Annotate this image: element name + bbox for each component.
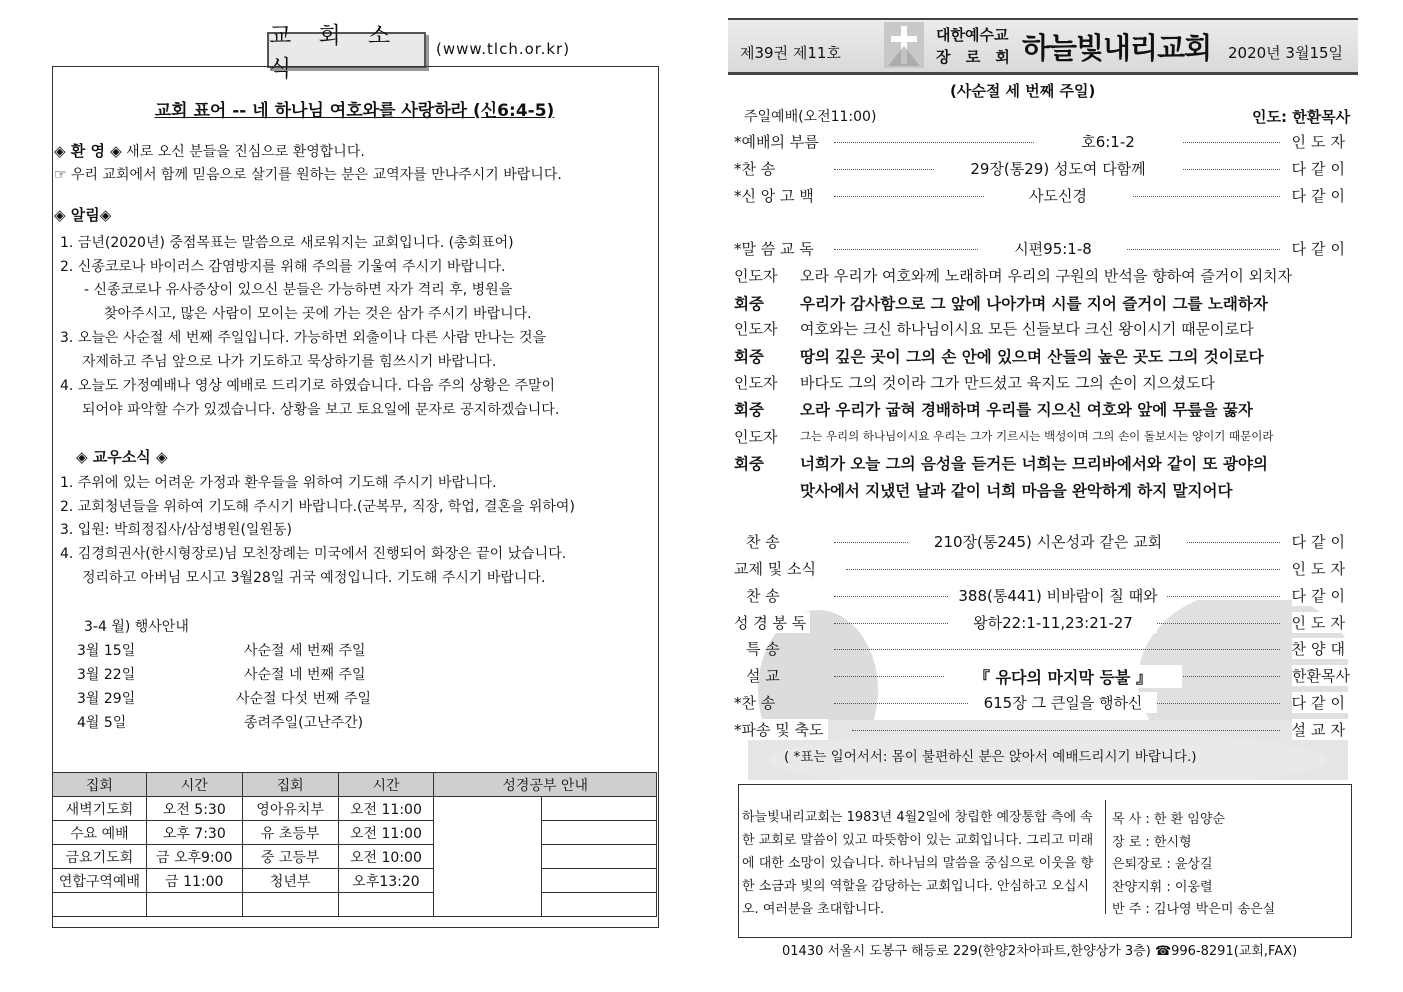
- notice-item: 3. 오늘은 사순절 세 번째 주일입니다. 가능하면 외출이나 다른 사람 만나는 것을: [60, 330, 547, 346]
- order-label: 특 송: [746, 640, 780, 658]
- member-news-item: 2. 교회청년들을 위하여 기도해 주시기 바랍니다.(군복무, 직장, 학업, 결혼을 위하여): [60, 499, 575, 515]
- order-label: 찬 송: [746, 587, 780, 605]
- order-content: 사도신경: [984, 185, 1132, 206]
- church-logo-icon: [884, 22, 924, 68]
- table-cell: 유 초등부: [242, 821, 338, 845]
- reading-text: 여호와는 크신 하나님이시요 모든 신들보다 크신 왕이시기 때문이로다: [800, 320, 1254, 338]
- table-cell: 청년부: [242, 869, 338, 893]
- sermon-title: 『 유다의 마지막 등불 』: [944, 665, 1182, 688]
- reading-text: 오라 우리가 굽혀 경배하며 우리를 지으신 여호와 앞에 무릎을 꿇자: [800, 401, 1253, 419]
- order-label: *신 앙 고 백: [734, 187, 814, 205]
- staff-item: 찬양지휘 : 이웅렬: [1112, 880, 1213, 895]
- notice-item: 찾아주시고, 많은 사람이 모이는 곳에 가는 것은 삼가 주시기 바랍니다.: [104, 306, 532, 322]
- table-cell: [53, 893, 147, 917]
- worship-order-item: [734, 238, 1350, 260]
- bulletin-date: 2020년 3월15일: [1228, 44, 1344, 62]
- service-leader: 인도: 한환목사: [1252, 108, 1351, 126]
- standing-note: ( *표는 일어서서: 몸이 불편하신 분은 앉아서 예배드리시기 바랍니다.): [784, 749, 1197, 765]
- order-label: *찬 송: [734, 694, 776, 712]
- table-row: [53, 869, 657, 893]
- col-header: 시간: [338, 773, 434, 797]
- reading-speaker: 회중: [734, 348, 764, 366]
- order-performer: 인도자: [1291, 133, 1350, 151]
- worship-order-item: [734, 692, 1350, 714]
- worship-order-item: [734, 531, 1350, 553]
- meeting-schedule-table: [52, 772, 657, 917]
- col-header: 성경공부 안내: [434, 773, 657, 797]
- worship-order-item: [734, 638, 1350, 660]
- col-header: 집회: [242, 773, 338, 797]
- order-label: *파송 및 축도: [734, 719, 828, 740]
- church-address: 01430 서울시 도봉구 해등로 229(한양2차아파트,한양상가 3층) ☎996-8291(교회,FAX): [782, 944, 1298, 959]
- reading-text: 너희가 오늘 그의 음성을 듣거든 너희는 므리바에서와 같이 또 광야의: [800, 455, 1268, 473]
- worship-order-item: [734, 612, 1350, 634]
- table-cell: 금 11:00: [146, 869, 242, 893]
- reading-text: 바다도 그의 것이라 그가 만드셨고 육지도 그의 손이 지으셨도다: [800, 374, 1215, 392]
- order-performer: 다같이: [1291, 533, 1350, 551]
- bible-study-cell: [542, 845, 657, 869]
- member-news-item: 정리하고 아버님 모시고 3월28일 귀국 예정입니다. 기도해 주시기 바랍니다.: [82, 570, 546, 586]
- welcome-text: 새로 오신 분들을 진심으로 환영합니다.: [126, 144, 365, 160]
- order-performer: 찬양대: [1291, 640, 1350, 658]
- welcome-heading: ◈ 환 영 ◈: [54, 142, 122, 160]
- table-header-row: [53, 773, 657, 797]
- table-cell: 오전 11:00: [338, 797, 434, 821]
- table-cell: [338, 893, 434, 917]
- reading-text: 맛사에서 지냈던 날과 같이 너희 마음을 완악하게 하지 말지어다: [800, 482, 1233, 500]
- table-cell: 중 고등부: [242, 845, 338, 869]
- reading-speaker: 인도자: [734, 267, 778, 285]
- website-url[interactable]: (www.tlch.or.kr): [436, 40, 571, 58]
- reading-speaker: 회중: [734, 401, 764, 419]
- order-performer: 다같이: [1291, 160, 1350, 178]
- member-news-item: 1. 주위에 있는 어려운 가정과 환우들을 위하여 기도해 주시기 바랍니다.: [60, 475, 497, 491]
- table-cell: [146, 893, 242, 917]
- order-label: *예배의 부름: [734, 133, 819, 151]
- worship-order-item: [734, 185, 1350, 207]
- welcome-line: ☞ 우리 교회에서 함께 믿음으로 살기를 원하는 분은 교역자를 만나주시기 바랍니다.: [54, 167, 562, 183]
- worship-order-item: [734, 585, 1350, 607]
- reading-text: 땅의 깊은 곳이 그의 손 안에 있으며 산들의 높은 곳도 그의 것이로다: [800, 348, 1264, 366]
- order-content: 왕하22:1-11,23:21-27: [949, 612, 1157, 633]
- table-cell: 새벽기도회: [53, 797, 147, 821]
- staff-item: 장 로 : 한시형: [1112, 835, 1192, 850]
- table-cell: 오전 10:00: [338, 845, 434, 869]
- reading-speaker: 인도자: [734, 428, 778, 446]
- event-date: 4월 5일: [77, 715, 127, 731]
- divider: [1105, 800, 1106, 914]
- table-cell: [242, 893, 338, 917]
- order-performer: 다같이: [1291, 694, 1350, 712]
- order-content: 388(통441) 비바람이 칠 때와: [949, 585, 1167, 606]
- order-label: 찬 송: [746, 533, 780, 551]
- event-date: 3월 15일: [77, 643, 136, 659]
- event-name: 종려주일(고난주간): [244, 715, 364, 731]
- order-content: 615장 그 큰일을 행하신: [969, 692, 1157, 713]
- staff-item: 반 주 : 김나영 박은미 송은실: [1112, 902, 1276, 917]
- events-heading: 3-4 월) 행사안내: [84, 619, 189, 635]
- worship-order-item: [734, 719, 1350, 741]
- order-content: 시편95:1-8: [979, 238, 1127, 259]
- table-row: [53, 845, 657, 869]
- sunday-title: (사순절 세 번째 주일): [950, 82, 1096, 100]
- reading-speaker: 회중: [734, 295, 764, 313]
- notice-heading: ◈ 알림◈: [54, 206, 112, 224]
- table-cell: 금요기도회: [53, 845, 147, 869]
- order-performer: 한환목사: [1292, 667, 1350, 685]
- church-motto: 교회 표어 -- 네 하나님 여호와를 사랑하라 (신6:4-5): [154, 101, 555, 121]
- member-news-item: 3. 입원: 박희정집사/삼성병원(일원동): [60, 522, 292, 538]
- worship-order-item: [734, 665, 1350, 687]
- worship-order-item: [734, 131, 1350, 153]
- denomination: 대한예수교: [936, 26, 1009, 44]
- reading-text: 우리가 감사함으로 그 앞에 나아가며 시를 지어 즐거이 그를 노래하자: [800, 295, 1268, 313]
- volume-number: 제39권 제11호: [740, 44, 841, 62]
- bible-study-cell: [434, 797, 542, 917]
- order-label: 교제 및 소식: [734, 558, 820, 579]
- table-cell: 오후 7:30: [146, 821, 242, 845]
- table-row: [53, 797, 657, 821]
- denomination: 장 로 회: [936, 48, 1015, 66]
- order-label: 성 경 봉 독: [734, 612, 810, 633]
- order-label: *찬 송: [734, 160, 776, 178]
- service-name: 주일예배(오전11:00): [744, 109, 877, 125]
- order-content: 210장(통245) 시온성과 같은 교회: [909, 531, 1187, 552]
- bible-study-cell: [542, 821, 657, 845]
- event-name: 사순절 다섯 번째 주일: [236, 691, 372, 707]
- order-content: 29장(통29) 성도여 다함께: [934, 158, 1182, 179]
- table-cell: 오전 5:30: [146, 797, 242, 821]
- order-performer: 다같이: [1291, 587, 1350, 605]
- event-name: 사순절 세 번째 주일: [244, 643, 366, 659]
- event-date: 3월 29일: [77, 691, 136, 707]
- order-performer: 설교자: [1291, 721, 1350, 739]
- order-label: *말 씀 교 독: [734, 240, 814, 258]
- bible-study-cell: [542, 893, 657, 917]
- member-news-item: 4. 김경희권사(한시형장로)님 모친장례는 미국에서 진행되어 화장은 끝이 났습니다.: [60, 546, 567, 562]
- reading-text: 그는 우리의 하나님이시요 우리는 그가 기르시는 백성이며 그의 손이 돌보시는 양이기 때문이라: [800, 429, 1274, 443]
- notice-item: 4. 오늘도 가정예배나 영상 예배로 드리기로 하였습니다. 다음 주의 상황은 주말이: [60, 378, 556, 394]
- member-news-heading: ◈ 교우소식 ◈: [76, 448, 168, 466]
- col-header: 집회: [53, 773, 147, 797]
- notice-item: 1. 금년(2020년) 중점목표는 말씀으로 새로워지는 교회입니다. (총회표어): [60, 235, 514, 251]
- table-cell: 영아유치부: [242, 797, 338, 821]
- event-name: 사순절 네 번째 주일: [244, 667, 366, 683]
- bible-study-cell: [542, 797, 657, 821]
- page-title: 교 회 소 식: [267, 32, 426, 68]
- table-cell: 금 오후9:00: [146, 845, 242, 869]
- order-performer: 인도자: [1291, 614, 1350, 632]
- table-cell: 오전 11:00: [338, 821, 434, 845]
- reading-text: 오라 우리가 여호와께 노래하며 우리의 구원의 반석을 향하여 즐거이 외치자: [800, 267, 1293, 285]
- event-date: 3월 22일: [77, 667, 136, 683]
- notice-item: 자제하고 주님 앞으로 나가 기도하고 묵상하기를 힘쓰시기 바랍니다.: [82, 354, 497, 370]
- church-name: 하늘빛내리교회: [1022, 31, 1212, 65]
- order-content: 호6:1-2: [1034, 131, 1182, 152]
- worship-order-item: [734, 158, 1350, 180]
- table-cell: 수요 예배: [53, 821, 147, 845]
- table-cell: 연합구역예배: [53, 869, 147, 893]
- notice-item: 2. 신종코로나 바이러스 감염방지를 위해 주의를 기울여 주시기 바랍니다.: [60, 259, 506, 275]
- welcome-section: [54, 140, 365, 161]
- reading-speaker: 회중: [734, 455, 764, 473]
- order-performer: 다같이: [1291, 240, 1350, 258]
- bible-study-cell: [542, 869, 657, 893]
- col-header: 시간: [146, 773, 242, 797]
- staff-item: 목 사 : 한 환 임양순: [1112, 812, 1225, 827]
- staff-item: 은퇴장로 : 윤상길: [1112, 857, 1213, 872]
- worship-order-item: [734, 558, 1350, 580]
- table-row: [53, 821, 657, 845]
- church-introduction: 하늘빛내리교회는 1983년 4월2일에 창립한 예장통합 측에 속한 교회로 말씀이 있고 따뜻함이 있는 교회입니다. 그리고 미래에 대한 소망이 있습니다. 하나님의 말씀을 중심으로 이웃을 향한 소금과 빛의 역할을 감당하는 교회입니다. 안심하고 오십시오. 여러분을 초대합니다.: [742, 810, 1094, 917]
- order-performer: 다같이: [1291, 187, 1350, 205]
- order-label: 설 교: [746, 667, 780, 685]
- notice-item: - 신종코로나 유사증상이 있으신 분들은 가능하면 자가 격리 후, 병원을: [84, 282, 513, 298]
- table-row: [53, 893, 657, 917]
- notice-item: 되어야 파악할 수가 있겠습니다. 상황을 보고 토요일에 문자로 공지하겠습니다.: [82, 402, 560, 418]
- order-performer: 인도자: [1291, 560, 1350, 578]
- reading-speaker: 인도자: [734, 320, 778, 338]
- reading-speaker: 인도자: [734, 374, 778, 392]
- table-cell: 오후13:20: [338, 869, 434, 893]
